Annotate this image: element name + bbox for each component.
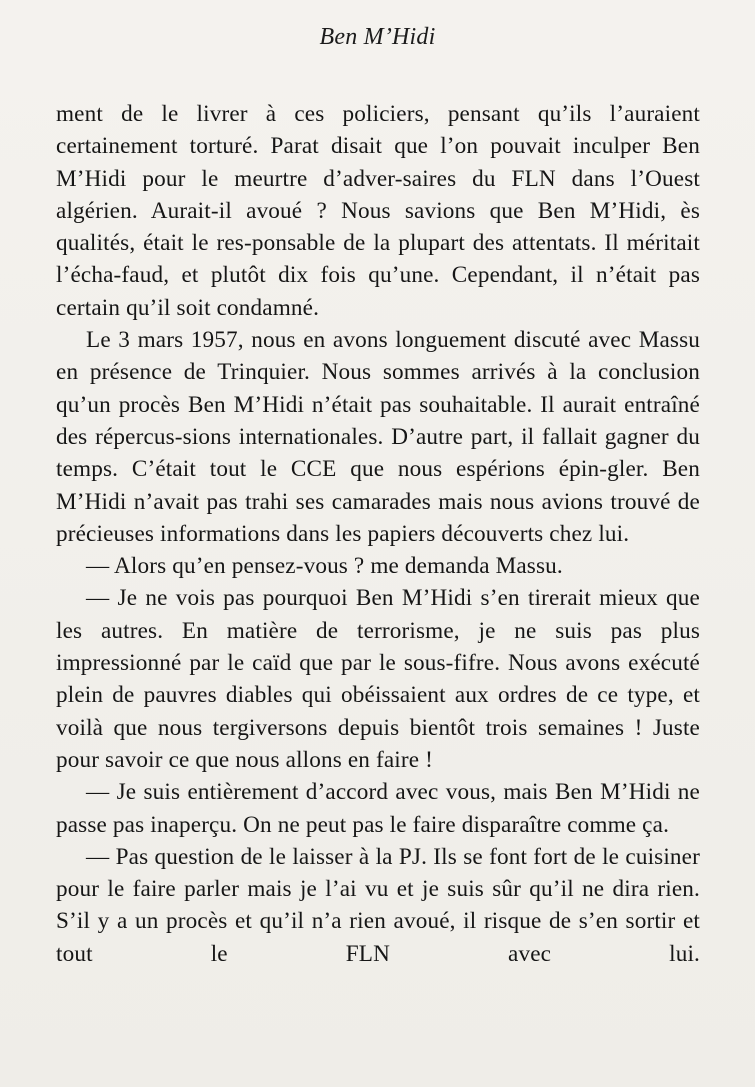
body-text	[56, 98, 700, 970]
paragraph-5: — Je suis entièrement d’accord avec vous, mais Ben M’Hidi ne passe pas inaperçu. On ne peut pas le faire disparaître comme ça.	[56, 779, 700, 838]
paragraph-4: — Je ne vois pas pourquoi Ben M’Hidi s’en tirerait mieux que les autres. En matière de terrorisme, je ne suis pas plus impressionné par le caïd que par le sous-fifre. Nous avons exécuté plein de pauvres diables qui obéissaient aux ordres de ce type, et voilà que nous tergiversons depuis bientôt trois semaines ! Juste pour savoir ce que nous allons en faire !	[56, 585, 700, 773]
running-head: Ben M’Hidi	[319, 24, 436, 50]
paragraph-2: Le 3 mars 1957, nous en avons longuement discuté avec Massu en présence de Trinquier. Nous sommes arrivés à la conclusion qu’un procès Ben M’Hidi n’était pas souhaitable. Il aurait entraîné des répercus-sions internationales. D’autre part, il fallait gagner du temps. C’était tout le CCE que nous espérions épin-gler. Ben M’Hidi n’avait pas trahi ses camarades mais nous avions trouvé de précieuses informations dans les papiers découverts chez lui.	[56, 327, 700, 547]
paragraph-6: — Pas question de le laisser à la PJ. Ils se font fort de le cuisiner pour le faire parler mais je l’ai vu et je suis sûr qu’il ne dira rien. S’il y a un procès et qu’il n’a rien avoué, il risque de s’en sortir et tout le FLN avec lui.	[56, 843, 700, 967]
paragraph-1: ment de le livrer à ces policiers, pensant qu’ils l’auraient certainement torturé. Parat disait que l’on pouvait inculper Ben M’Hidi pour le meurtre d’adver-saires du FLN dans l’Ouest algérien. Aurait-il avoué ? Nous savions que Ben M’Hidi, ès qualités, était le res-ponsable de la plupart des attentats. Il méritait l’écha-faud, et plutôt dix fois qu’une. Cependant, il n’était pas certain qu’il soit condamné.	[56, 101, 700, 321]
paragraph-3: — Alors qu’en pensez-vous ? me demanda Massu.	[86, 553, 563, 580]
